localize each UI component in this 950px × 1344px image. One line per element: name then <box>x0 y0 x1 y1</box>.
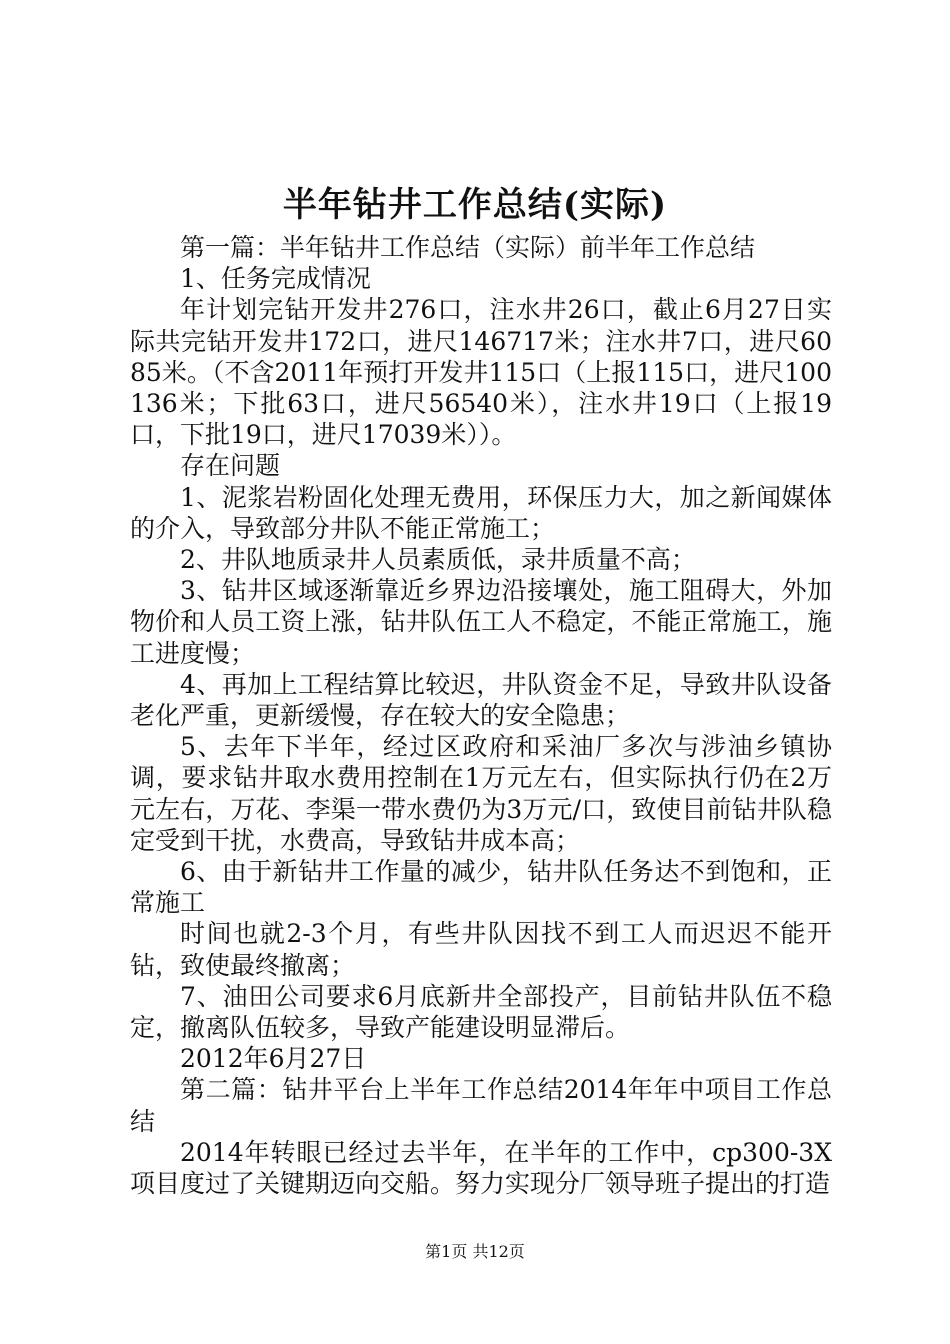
paragraph: 1、任务完成情况 <box>180 264 371 294</box>
paragraph: 4、再加上工程结算比较迟，井队资金不足，导致井队设备老化严重，更新缓慢，存在较大的安全隐患； <box>130 669 832 731</box>
document-title: 半年钻井工作总结(实际) <box>282 185 668 225</box>
paragraph: 2014年转眼已经过去半年，在半年的工作中，cp300-3X项目度过了关键期迈向交船。努力实现分厂领导班子提出的打造 <box>130 1137 832 1199</box>
paragraph: 2012年6月27日 <box>180 1044 367 1074</box>
paragraph: 时间也就2-3个月，有些井队因找不到工人而迟迟不能开钻，致使最终撤离； <box>130 919 832 980</box>
paragraph: 年计划完钻开发井276口，注水井26口，截止6月27日实际共完钻开发井172口，进尺146717米；注水井7口，进尺6085米。（不含2011年预打开发井115口（上报115口，进尺100136米；下批63口，进尺56540米），注水井19口（上报19口，下批19口，进尺17039米））。 <box>130 295 832 450</box>
paragraph: 1、泥浆岩粉固化处理无费用，环保压力大，加之新闻媒体的介入，导致部分井队不能正常施工； <box>130 482 832 543</box>
paragraph: 存在问题 <box>180 451 281 481</box>
paragraph: 6、由于新钻井工作量的减少，钻井队任务达不到饱和，正常施工 <box>130 857 832 918</box>
document-body <box>130 232 832 1199</box>
paragraph: 3、钻井区域逐渐靠近乡界边沿接壤处，施工阻碍大，外加物价和人员工资上涨，钻井队伍工人不稳定，不能正常施工，施工进度慢； <box>130 576 832 668</box>
paragraph: 第一篇：半年钻井工作总结（实际）前半年工作总结 <box>180 233 756 262</box>
paragraph: 2、井队地质录井人员素质低，录井质量不高； <box>180 545 696 575</box>
page-number: 第1页 共12页 <box>425 1242 525 1261</box>
paragraph: 5、去年下半年，经过区政府和采油厂多次与涉油乡镇协调，要求钻井取水费用控制在1万元左右，但实际执行仍在2万元左右，万花、李渠一带水费仍为3万元/口，致使目前钻井队稳定受到干扰，水费高，导致钻井成本高； <box>130 732 832 855</box>
paragraph: 第二篇：钻井平台上半年工作总结2014年年中项目工作总结 <box>130 1075 832 1136</box>
paragraph: 7、油田公司要求6月底新井全部投产，目前钻井队伍不稳定，撤离队伍较多，导致产能建设明显滞后。 <box>130 981 832 1043</box>
